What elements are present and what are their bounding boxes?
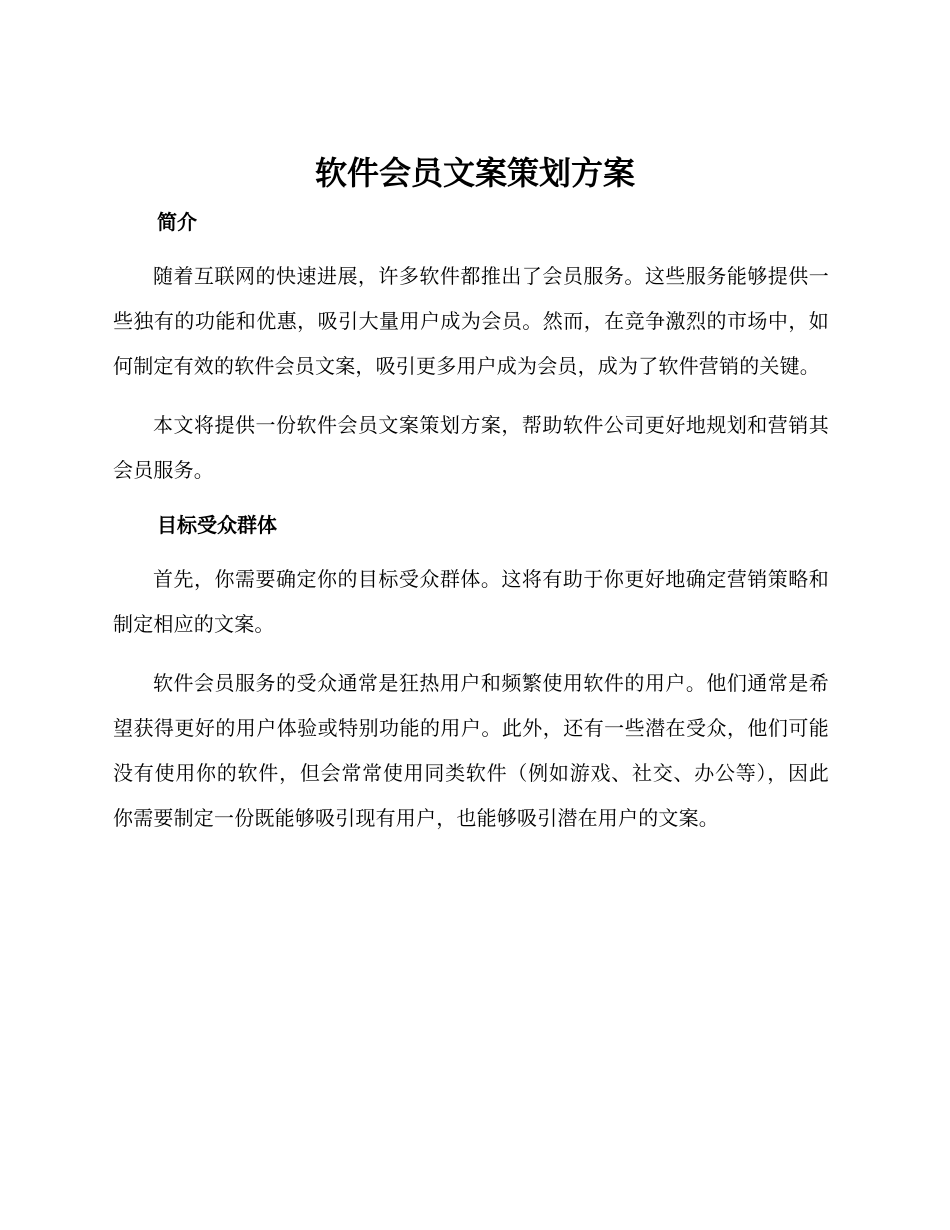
paragraph: 本文将提供一份软件会员文案策划方案，帮助软件公司更好地规划和营销其会员服务。 <box>113 413 829 482</box>
paragraph: 随着互联网的快速进展，许多软件都推出了会员服务。这些服务能够提供一些独有的功能和优惠，吸引大量用户成为会员。然而，在竞争激烈的市场中，如何制定有效的软件会员文案，吸引更多用户成为会员，成为了软件营销的关键。 <box>113 264 829 378</box>
paragraph: 首先，你需要确定你的目标受众群体。这将有助于你更好地确定营销策略和制定相应的文案。 <box>113 567 829 636</box>
document-body <box>113 204 829 841</box>
paragraph: 软件会员服务的受众通常是狂热用户和频繁使用软件的用户。他们通常是希望获得更好的用户体验或特别功能的用户。此外，还有一些潜在受众，他们可能没有使用你的软件，但会常常使用同类软件（例如游戏、社交、办公等），因此你需要制定一份既能够吸引现有用户，也能够吸引潜在用户的文案。 <box>113 671 829 830</box>
section-heading-intro: 简介 <box>157 210 197 234</box>
document-title: 软件会员文案策划方案 <box>314 154 635 192</box>
section-heading-target-audience: 目标受众群体 <box>157 513 277 537</box>
